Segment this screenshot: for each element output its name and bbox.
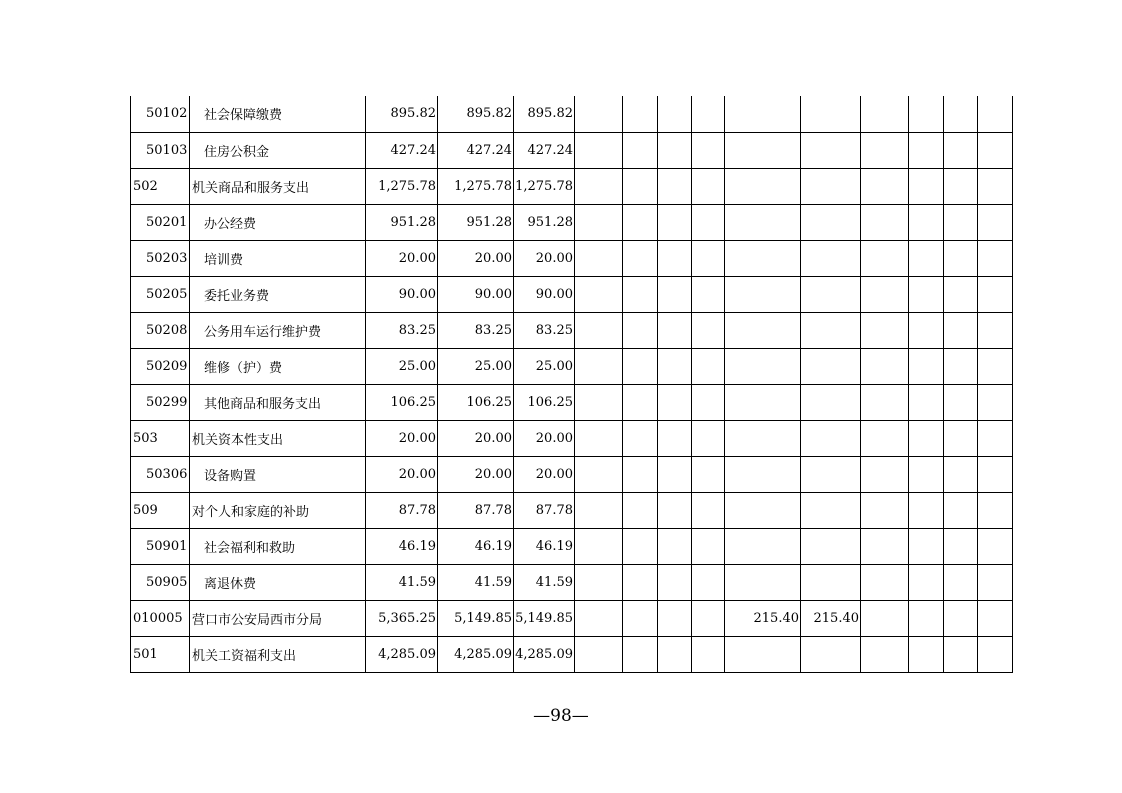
amount-cell [861,456,909,492]
account-code-cell: 50901 [131,528,190,564]
account-code-cell: 50209 [131,348,190,384]
amount-cell [725,240,801,276]
amount-cell [944,492,978,528]
amount-cell: 20.00 [438,420,514,456]
account-name-cell: 机关工资福利支出 [190,636,366,672]
table-row [131,168,1013,204]
amount-cell [575,96,623,132]
account-code-cell: 502 [131,168,190,204]
amount-cell [861,204,909,240]
amount-cell: 20.00 [366,240,438,276]
amount-cell [909,348,944,384]
amount-cell [909,276,944,312]
account-name-cell: 社会福利和救助 [190,528,366,564]
amount-cell [658,96,692,132]
account-name-cell: 营口市公安局西市分局 [190,600,366,636]
table-row [131,600,1013,636]
account-code-cell: 50203 [131,240,190,276]
amount-cell [801,168,861,204]
amount-cell [692,564,725,600]
amount-cell [861,528,909,564]
amount-cell: 20.00 [514,456,575,492]
amount-cell [575,564,623,600]
budget-table [130,96,1013,673]
amount-cell [725,564,801,600]
amount-cell [801,564,861,600]
amount-cell [623,168,658,204]
amount-cell: 25.00 [438,348,514,384]
table-row [131,420,1013,456]
amount-cell [909,456,944,492]
amount-cell [575,276,623,312]
amount-cell [692,384,725,420]
amount-cell [909,636,944,672]
account-code-cell: 50205 [131,276,190,312]
amount-cell [623,492,658,528]
amount-cell: 20.00 [438,240,514,276]
amount-cell [861,168,909,204]
amount-cell [909,312,944,348]
amount-cell [861,240,909,276]
amount-cell [944,240,978,276]
amount-cell: 5,149.85 [514,600,575,636]
amount-cell [861,384,909,420]
amount-cell [801,420,861,456]
amount-cell [944,96,978,132]
amount-cell [658,564,692,600]
amount-cell [978,276,1013,312]
account-name-cell: 其他商品和服务支出 [190,384,366,420]
amount-cell [623,132,658,168]
amount-cell: 41.59 [438,564,514,600]
amount-cell [658,384,692,420]
table-body [131,96,1013,672]
amount-cell [909,168,944,204]
amount-cell: 106.25 [438,384,514,420]
amount-cell [725,636,801,672]
amount-cell [801,636,861,672]
table-row [131,132,1013,168]
amount-cell [575,348,623,384]
amount-cell [623,636,658,672]
amount-cell [575,528,623,564]
amount-cell [801,456,861,492]
account-code-cell: 50201 [131,204,190,240]
account-name-cell: 培训费 [190,240,366,276]
amount-cell [909,240,944,276]
amount-cell: 951.28 [514,204,575,240]
amount-cell [978,96,1013,132]
amount-cell: 106.25 [514,384,575,420]
amount-cell [725,420,801,456]
account-code-cell: 50208 [131,312,190,348]
amount-cell [658,204,692,240]
amount-cell [725,528,801,564]
amount-cell [978,492,1013,528]
amount-cell [575,312,623,348]
amount-cell: 41.59 [514,564,575,600]
amount-cell [801,492,861,528]
table-row [131,312,1013,348]
account-name-cell: 机关资本性支出 [190,420,366,456]
amount-cell [978,564,1013,600]
amount-cell [909,528,944,564]
amount-cell: 20.00 [514,420,575,456]
amount-cell [978,312,1013,348]
amount-cell [692,456,725,492]
amount-cell: 427.24 [366,132,438,168]
amount-cell [978,132,1013,168]
table-row [131,276,1013,312]
table-row [131,564,1013,600]
amount-cell [978,384,1013,420]
amount-cell [978,204,1013,240]
amount-cell [725,384,801,420]
amount-cell: 215.40 [801,600,861,636]
amount-cell: 87.78 [438,492,514,528]
amount-cell [801,312,861,348]
amount-cell [623,420,658,456]
amount-cell: 895.82 [438,96,514,132]
amount-cell [861,96,909,132]
amount-cell [692,204,725,240]
amount-cell [658,348,692,384]
amount-cell [861,564,909,600]
account-code-cell: 501 [131,636,190,672]
amount-cell [658,276,692,312]
amount-cell [944,420,978,456]
table-row [131,528,1013,564]
amount-cell [909,204,944,240]
amount-cell [944,276,978,312]
amount-cell [944,132,978,168]
amount-cell [623,384,658,420]
amount-cell [944,528,978,564]
amount-cell [623,312,658,348]
account-name-cell: 公务用车运行维护费 [190,312,366,348]
amount-cell [658,240,692,276]
amount-cell: 90.00 [514,276,575,312]
amount-cell [909,564,944,600]
amount-cell [575,492,623,528]
amount-cell [658,528,692,564]
amount-cell: 87.78 [366,492,438,528]
amount-cell [944,348,978,384]
account-name-cell: 设备购置 [190,456,366,492]
amount-cell [978,528,1013,564]
amount-cell [801,528,861,564]
amount-cell: 90.00 [366,276,438,312]
account-name-cell: 办公经费 [190,204,366,240]
account-name-cell: 住房公积金 [190,132,366,168]
amount-cell: 5,149.85 [438,600,514,636]
amount-cell: 83.25 [438,312,514,348]
amount-cell [692,312,725,348]
amount-cell: 87.78 [514,492,575,528]
amount-cell [944,204,978,240]
amount-cell [623,456,658,492]
account-name-cell: 社会保障缴费 [190,96,366,132]
amount-cell: 46.19 [366,528,438,564]
amount-cell [692,276,725,312]
amount-cell: 4,285.09 [438,636,514,672]
amount-cell [658,312,692,348]
amount-cell [978,600,1013,636]
amount-cell [861,276,909,312]
amount-cell [978,348,1013,384]
amount-cell: 20.00 [366,420,438,456]
amount-cell [623,204,658,240]
amount-cell [575,240,623,276]
amount-cell [944,600,978,636]
amount-cell [909,132,944,168]
amount-cell [692,636,725,672]
amount-cell [623,96,658,132]
account-code-cell: 50299 [131,384,190,420]
amount-cell [725,312,801,348]
amount-cell [978,240,1013,276]
amount-cell: 1,275.78 [514,168,575,204]
amount-cell [575,420,623,456]
amount-cell [909,384,944,420]
amount-cell [623,600,658,636]
amount-cell: 4,285.09 [514,636,575,672]
amount-cell [658,168,692,204]
amount-cell [801,240,861,276]
amount-cell [725,276,801,312]
amount-cell [978,456,1013,492]
account-code-cell: 50905 [131,564,190,600]
amount-cell [978,168,1013,204]
amount-cell [575,600,623,636]
amount-cell: 951.28 [438,204,514,240]
account-code-cell: 50306 [131,456,190,492]
amount-cell [623,348,658,384]
table-row [131,240,1013,276]
amount-cell: 83.25 [514,312,575,348]
amount-cell [801,384,861,420]
amount-cell [861,600,909,636]
table-row [131,384,1013,420]
amount-cell [692,240,725,276]
amount-cell [861,312,909,348]
account-name-cell: 对个人和家庭的补助 [190,492,366,528]
amount-cell [623,564,658,600]
amount-cell: 46.19 [514,528,575,564]
amount-cell [909,96,944,132]
amount-cell [944,384,978,420]
account-code-cell: 503 [131,420,190,456]
amount-cell: 895.82 [514,96,575,132]
account-code-cell: 509 [131,492,190,528]
amount-cell [909,420,944,456]
amount-cell: 46.19 [438,528,514,564]
amount-cell [575,384,623,420]
table-row [131,456,1013,492]
amount-cell [575,132,623,168]
amount-cell: 215.40 [725,600,801,636]
amount-cell: 20.00 [438,456,514,492]
amount-cell [944,564,978,600]
table-row [131,348,1013,384]
amount-cell: 25.00 [366,348,438,384]
amount-cell [801,204,861,240]
amount-cell [658,420,692,456]
amount-cell [801,348,861,384]
amount-cell [692,492,725,528]
amount-cell [725,96,801,132]
amount-cell [725,456,801,492]
amount-cell: 1,275.78 [366,168,438,204]
amount-cell [861,132,909,168]
amount-cell [623,240,658,276]
amount-cell [658,456,692,492]
account-name-cell: 委托业务费 [190,276,366,312]
amount-cell: 41.59 [366,564,438,600]
amount-cell: 895.82 [366,96,438,132]
amount-cell [725,168,801,204]
amount-cell [861,420,909,456]
table-row [131,96,1013,132]
amount-cell [978,420,1013,456]
amount-cell [658,492,692,528]
amount-cell [575,204,623,240]
amount-cell [944,636,978,672]
amount-cell [909,492,944,528]
amount-cell [692,600,725,636]
amount-cell: 4,285.09 [366,636,438,672]
table-row [131,204,1013,240]
amount-cell: 5,365.25 [366,600,438,636]
amount-cell [801,96,861,132]
amount-cell [801,132,861,168]
account-code-cell: 010005 [131,600,190,636]
amount-cell [658,636,692,672]
amount-cell: 83.25 [366,312,438,348]
amount-cell: 106.25 [366,384,438,420]
amount-cell [861,348,909,384]
amount-cell [692,528,725,564]
account-code-cell: 50102 [131,96,190,132]
amount-cell [801,276,861,312]
amount-cell [978,636,1013,672]
account-name-cell: 维修（护）费 [190,348,366,384]
amount-cell: 1,275.78 [438,168,514,204]
table-row [131,492,1013,528]
amount-cell [575,636,623,672]
amount-cell [725,348,801,384]
amount-cell: 20.00 [366,456,438,492]
account-code-cell: 50103 [131,132,190,168]
amount-cell: 20.00 [514,240,575,276]
amount-cell [575,456,623,492]
amount-cell [658,600,692,636]
account-name-cell: 机关商品和服务支出 [190,168,366,204]
amount-cell [861,636,909,672]
amount-cell [623,528,658,564]
amount-cell [861,492,909,528]
amount-cell [658,132,692,168]
table-row [131,636,1013,672]
amount-cell [725,492,801,528]
amount-cell: 427.24 [514,132,575,168]
amount-cell [944,168,978,204]
amount-cell [944,456,978,492]
amount-cell: 951.28 [366,204,438,240]
amount-cell [692,96,725,132]
amount-cell [725,132,801,168]
amount-cell [575,168,623,204]
amount-cell [909,600,944,636]
amount-cell: 427.24 [438,132,514,168]
amount-cell [623,276,658,312]
amount-cell [944,312,978,348]
amount-cell [725,204,801,240]
amount-cell [692,420,725,456]
amount-cell: 25.00 [514,348,575,384]
amount-cell [692,132,725,168]
amount-cell: 90.00 [438,276,514,312]
amount-cell [692,168,725,204]
amount-cell [692,348,725,384]
page-number: —98— [533,706,589,726]
account-name-cell: 离退休费 [190,564,366,600]
